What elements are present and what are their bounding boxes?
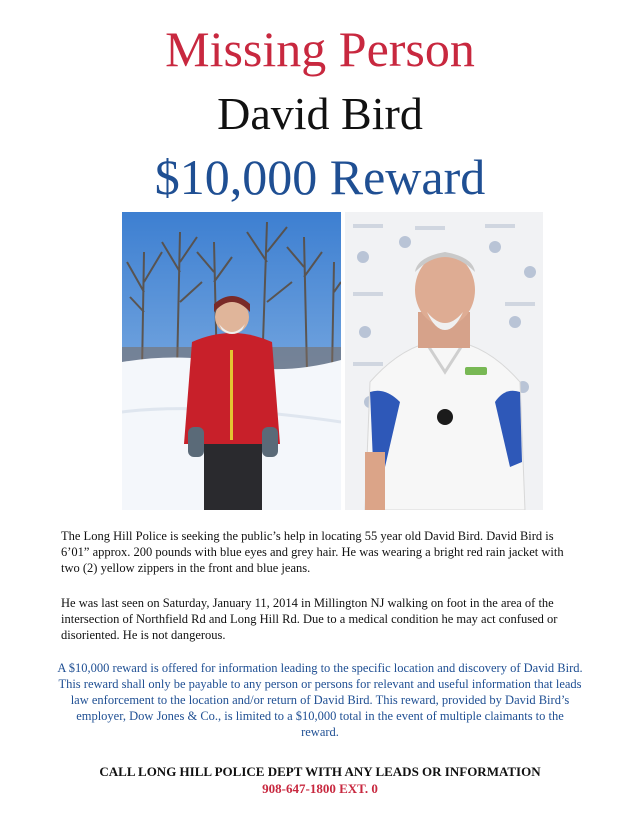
photo-portrait [345, 212, 543, 510]
phone-number: 908-647-1800 EXT. 0 [262, 781, 378, 796]
person-name: David Bird [217, 88, 423, 139]
photo-snow [122, 212, 341, 510]
photo-panel [122, 212, 543, 510]
reward-heading: $10,000 Reward [154, 149, 486, 205]
description-paragraph: The Long Hill Police is seeking the public’s help in locating 55 year old David Bird. David Bird is 6’01” approx. 200 pounds with blue eyes and grey hair. He was wearing a bright red rain jacket with two (2) yellow zippers in the front and blue jeans. [61, 529, 564, 575]
last-seen-paragraph: He was last seen on Saturday, January 11, 2014 in Millington NJ walking on foot in the area of the intersection of Northfield Rd and Long Hill Rd. Due to a medical condition he may act confused or disoriented. He is not dangerous. [61, 596, 558, 642]
call-to-action: CALL LONG HILL POLICE DEPT WITH ANY LEADS OR INFORMATION [99, 764, 541, 779]
page-title: Missing Person [165, 21, 475, 77]
reward-notice: A $10,000 reward is offered for information leading to the specific location and discovery of David Bird. This reward shall only be payable to any person or persons for relevant and useful information that leads law enforcement to the location and/or return of David Bird. This reward, provided by David Bird’s employer, Dow Jones & Co., is limited to a $10,000 total in the event of multiple claimants to the reward. [57, 661, 583, 739]
